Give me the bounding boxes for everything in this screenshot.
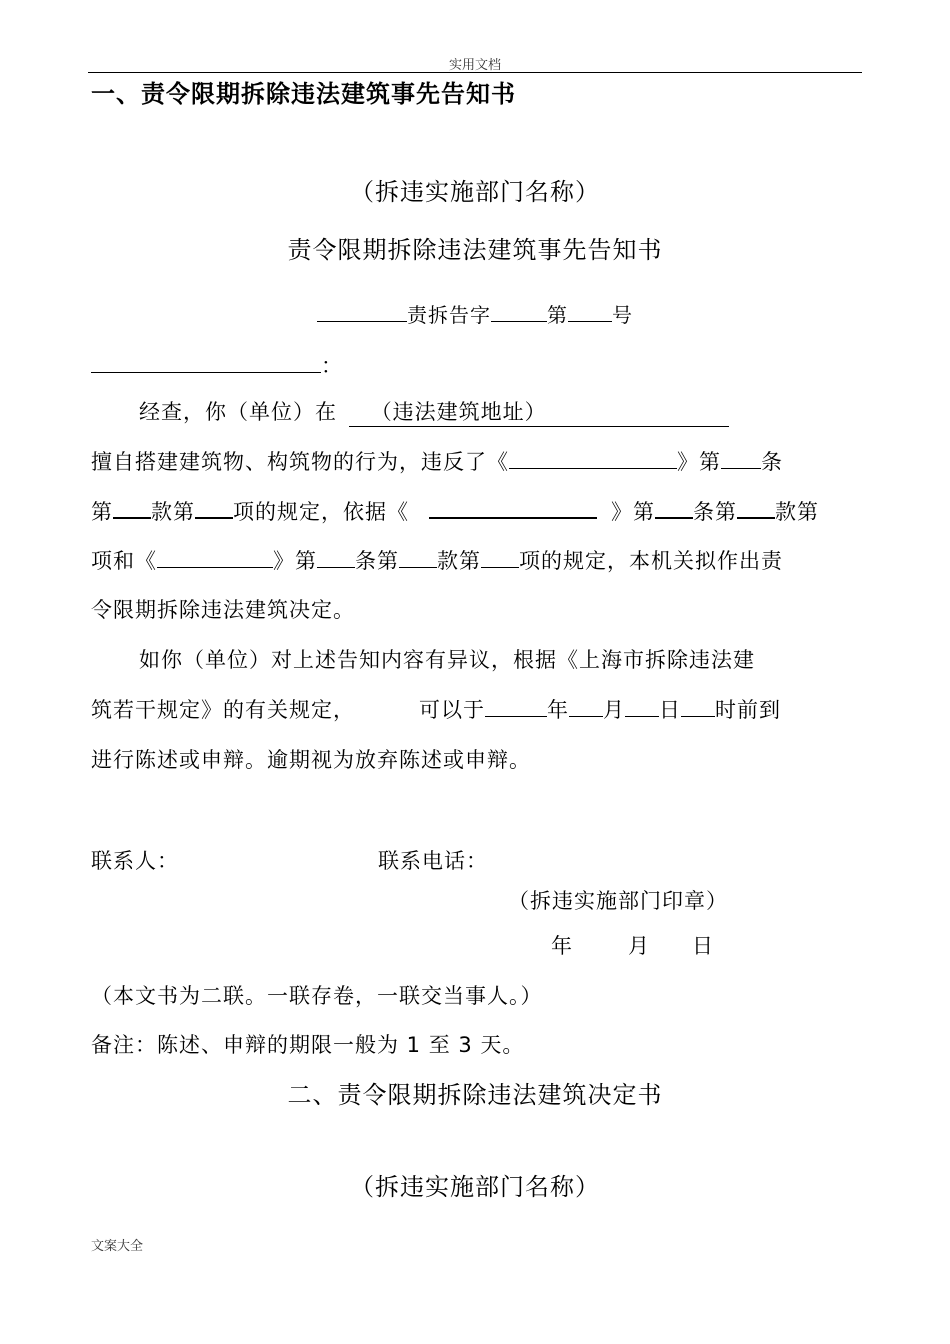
blank-number bbox=[568, 302, 612, 322]
blank-reply-year bbox=[485, 696, 547, 717]
p1-line2: 擅自搭建建筑物、构筑物的行为，违反了《 》第 条 bbox=[91, 450, 783, 474]
phone-label: 联系电话： bbox=[378, 849, 488, 873]
p1-line4: 项和《 》第 条第 款第 项的规定，本机关拟作出责 bbox=[91, 549, 783, 573]
date-year: 年 bbox=[551, 934, 573, 958]
doc-number-line bbox=[0, 299, 950, 328]
blank-issuer bbox=[317, 302, 407, 322]
p2-line3: 进行陈述或申辩。逾期视为放弃陈述或申辩。 bbox=[91, 748, 531, 772]
blank-article1 bbox=[721, 448, 761, 469]
section2-heading: 二、责令限期拆除违法建筑决定书 bbox=[287, 1081, 663, 1109]
blank-reply-hour bbox=[681, 696, 715, 717]
p1-line1: 经查，你（单位）在 （违法建筑地址） bbox=[139, 396, 729, 427]
blank-paragraph1 bbox=[113, 497, 151, 519]
copies-note: （本文书为二联。一联存卷，一联交当事人。） bbox=[91, 984, 543, 1008]
blank-law3 bbox=[157, 547, 273, 568]
blank-law1 bbox=[509, 448, 677, 469]
blank-article3 bbox=[317, 547, 355, 568]
p2-line1: 如你（单位）对上述告知内容有异议，根据《上海市拆除违法建 bbox=[139, 648, 755, 672]
contact-label: 联系人： bbox=[91, 849, 179, 873]
section1-org-placeholder: （拆违实施部门名称） bbox=[350, 178, 600, 206]
section1-doc-title: 责令限期拆除违法建筑事先告知书 bbox=[287, 236, 663, 264]
date-day: 日 bbox=[692, 934, 714, 958]
header-rule bbox=[88, 72, 862, 73]
doc-number-di: 第 bbox=[547, 303, 568, 327]
p1-line3: 第 款第 项的规定，依据《 》第 条第 款第 bbox=[91, 496, 819, 526]
p1-line5: 令限期拆除违法建筑决定。 bbox=[91, 598, 355, 622]
blank-paragraph2 bbox=[737, 497, 775, 519]
address-field: （违法建筑地址） bbox=[349, 396, 729, 427]
doc-number-hao: 号 bbox=[612, 303, 633, 327]
p2-line2: 筑若干规定》的有关规定， 可以于 年 月 日 时前到 bbox=[91, 698, 781, 722]
date-month: 月 bbox=[628, 934, 650, 958]
recipient-line bbox=[91, 350, 343, 380]
page-header: 实用文档 bbox=[448, 58, 501, 73]
blank-item3 bbox=[481, 547, 519, 568]
blank-article2 bbox=[655, 497, 693, 519]
recipient-colon: ： bbox=[321, 354, 343, 378]
blank-recipient bbox=[91, 352, 321, 373]
blank-paragraph3 bbox=[399, 547, 437, 568]
page-footer: 文案大全 bbox=[91, 1239, 144, 1254]
blank-item1 bbox=[195, 497, 233, 519]
section2-org-placeholder: （拆违实施部门名称） bbox=[350, 1173, 600, 1201]
section1-heading: 一、责令限期拆除违法建筑事先告知书 bbox=[91, 80, 516, 108]
blank-reply-day bbox=[625, 696, 659, 717]
blank-law2 bbox=[429, 497, 597, 519]
blank-year bbox=[491, 302, 547, 322]
doc-number-mid: 责拆告字 bbox=[407, 303, 491, 327]
remark: 备注：陈述、申辩的期限一般为 1 至 3 天。 bbox=[91, 1033, 525, 1057]
blank-reply-month bbox=[569, 696, 603, 717]
seal-placeholder: （拆违实施部门印章） bbox=[508, 889, 728, 913]
